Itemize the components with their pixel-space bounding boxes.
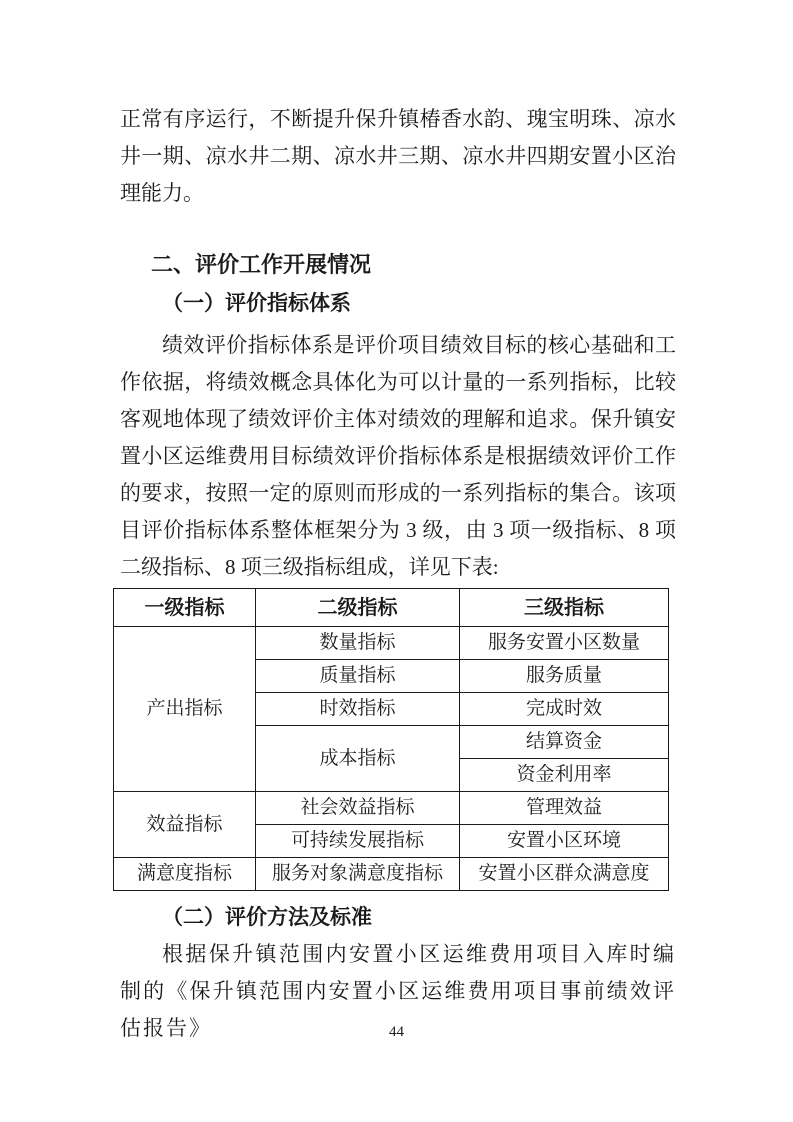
table-cell-level3: 结算资金 bbox=[460, 726, 669, 759]
intro-paragraph: 正常有序运行，不断提升保升镇椿香水韵、瑰宝明珠、凉水井一期、凉水井二期、凉水井三期、凉水井四期安置小区治理能力。 bbox=[120, 107, 676, 205]
document-content bbox=[120, 0, 676, 1047]
subsection-2-paragraph: 根据保升镇范围内安置小区运维费用项目入库时编制的《保升镇范围内安置小区运维费用项目事前绩效评估报告》 bbox=[120, 942, 676, 1040]
page-number: 44 bbox=[389, 1024, 404, 1040]
table-cell-level2: 可持续发展指标 bbox=[256, 825, 460, 858]
subsection-1-heading: （一）评价指标体系 bbox=[162, 291, 351, 315]
table-cell-level2: 质量指标 bbox=[256, 660, 460, 693]
table-cell-level3: 安置小区环境 bbox=[460, 825, 669, 858]
indicator-table bbox=[113, 588, 669, 891]
table-cell-level2: 数量指标 bbox=[256, 627, 460, 660]
col-header-level1: 一级指标 bbox=[114, 589, 256, 627]
table-cell-level2: 成本指标 bbox=[256, 726, 460, 792]
table-row bbox=[114, 858, 669, 891]
table-cell-level1: 产出指标 bbox=[114, 627, 256, 792]
subsection-1-paragraph: 绩效评价指标体系是评价项目绩效目标的核心基础和工作依据，将绩效概念具体化为可以计量的一系列指标，比较客观地体现了绩效评价主体对绩效的理解和追求。保升镇安置小区运维费用目标绩效评价指标体系是根据绩效评价工作的要求，按照一定的原则而形成的一系列指标的集合。该项目评价指标体系整体框架分为 3 级，由 3 项一级指标、8 项二级指标、8 项三级指标组成，详见下表: bbox=[120, 333, 676, 579]
table-cell-level3: 服务质量 bbox=[460, 660, 669, 693]
col-header-level3: 三级指标 bbox=[460, 589, 669, 627]
col-header-level2: 二级指标 bbox=[256, 589, 460, 627]
subsection-2-heading: （二）评价方法及标准 bbox=[162, 905, 372, 929]
table-header-row bbox=[114, 589, 669, 627]
section-heading: 二、评价工作开展情况 bbox=[151, 252, 372, 277]
table-cell-level2: 时效指标 bbox=[256, 693, 460, 726]
table-cell-level3: 资金利用率 bbox=[460, 759, 669, 792]
table-cell-level2: 服务对象满意度指标 bbox=[256, 858, 460, 891]
table-cell-level3: 管理效益 bbox=[460, 792, 669, 825]
table-cell-level2: 社会效益指标 bbox=[256, 792, 460, 825]
table-row bbox=[114, 627, 669, 660]
table-cell-level3: 完成时效 bbox=[460, 693, 669, 726]
table-row bbox=[114, 792, 669, 825]
table-cell-level1: 效益指标 bbox=[114, 792, 256, 858]
table-cell-level3: 安置小区群众满意度 bbox=[460, 858, 669, 891]
table-cell-level3: 服务安置小区数量 bbox=[460, 627, 669, 660]
table-cell-level1: 满意度指标 bbox=[114, 858, 256, 891]
